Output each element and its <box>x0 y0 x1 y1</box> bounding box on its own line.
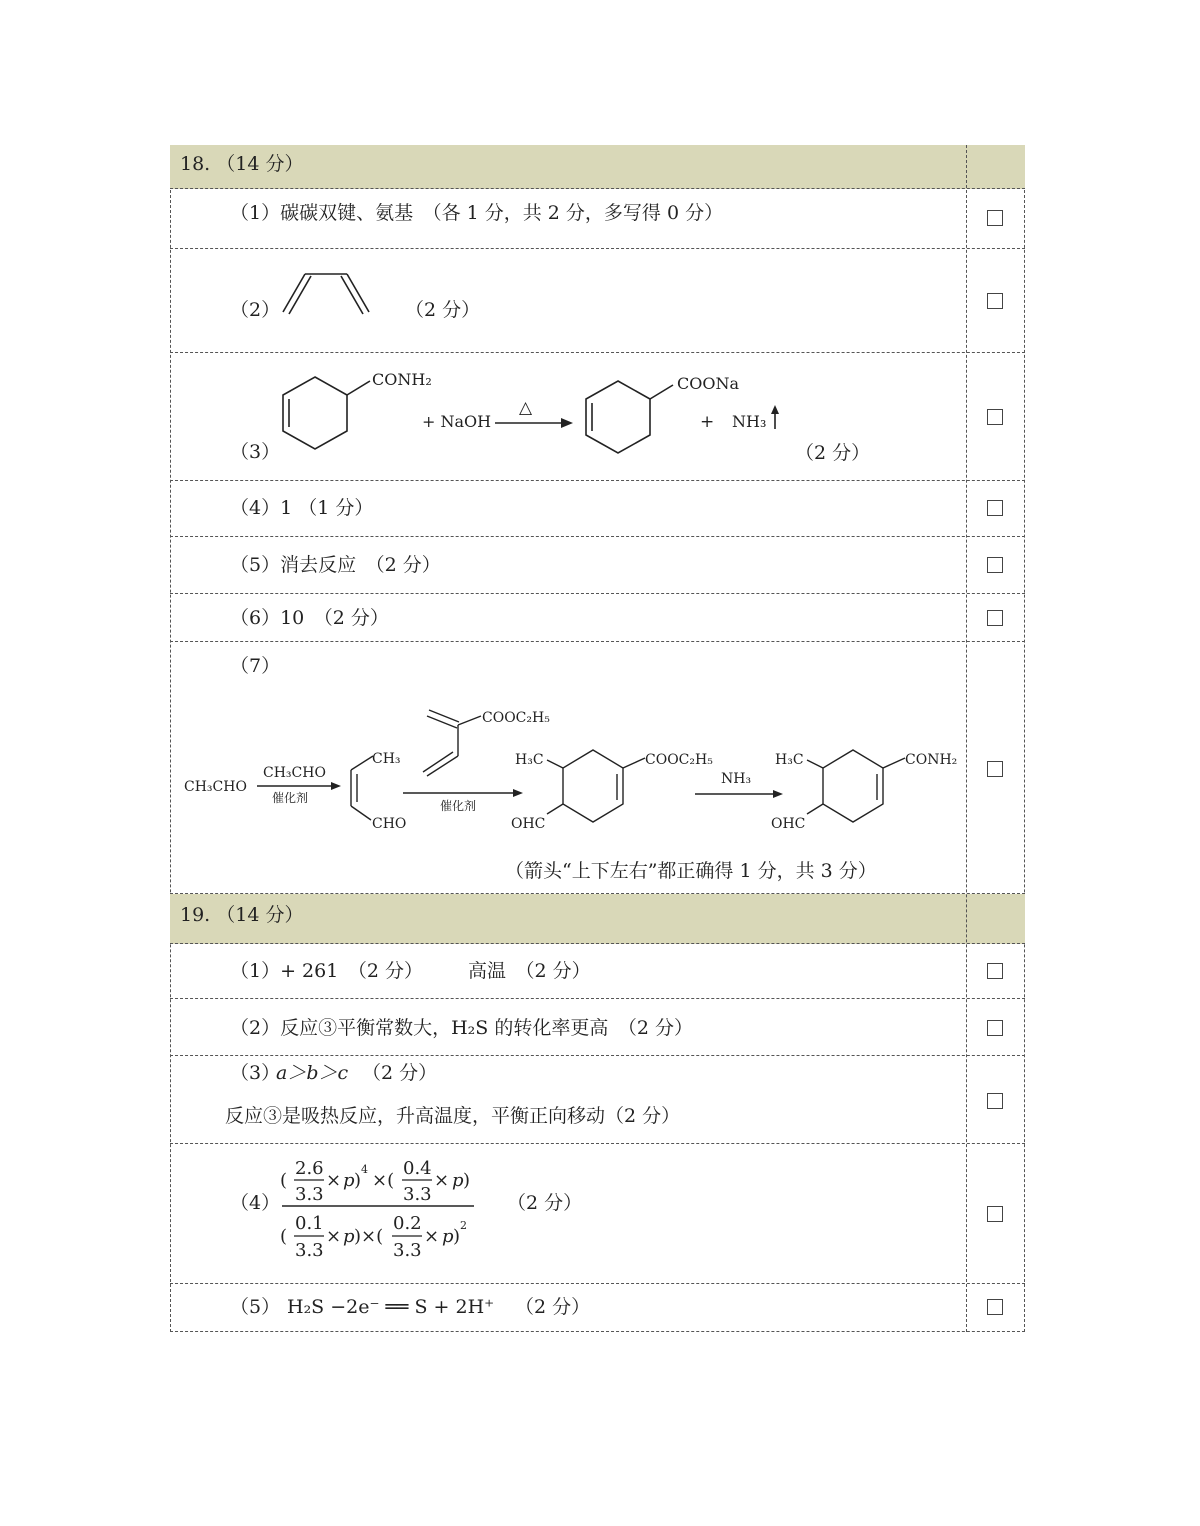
q19-item-3-label: （3） <box>230 1062 281 1084</box>
ammonia-product: NH₃ <box>732 412 767 431</box>
kp-times-3: × <box>434 1170 450 1191</box>
heat-symbol: △ <box>519 398 533 418</box>
q18-header: 18. （14 分） <box>180 153 304 175</box>
q18-item-5-checkbox[interactable] <box>987 557 1003 573</box>
q19-item-2: （2）反应③平衡常数大，H₂S 的转化率更高 （2 分） <box>230 1017 693 1039</box>
q19-item-5-checkbox[interactable] <box>987 1299 1003 1315</box>
q19-item-1a: （1）+ 261 （2 分） <box>230 960 423 982</box>
ammonia-reagent: NH₃ <box>721 771 752 787</box>
kp-paren-1: ( <box>280 1170 288 1191</box>
kp-den-4: 3.3 <box>393 1240 422 1261</box>
kp-p-3: p <box>343 1226 355 1247</box>
q18-item-6: （6）10 （2 分） <box>230 607 389 629</box>
q18-item-4: （4）1 （1 分） <box>230 497 374 519</box>
kp-paren-close-2: ) <box>463 1170 471 1191</box>
kp-num-3: 0.1 <box>295 1213 324 1234</box>
checkbox-column-divider <box>966 145 967 1332</box>
q18-item-1-checkbox[interactable] <box>987 210 1003 226</box>
kp-p-4: p <box>442 1226 454 1247</box>
q19-item-5-score: （2 分） <box>515 1296 591 1318</box>
q18-item-4-checkbox[interactable] <box>987 500 1003 516</box>
kp-paren-close-3: )×( <box>354 1226 384 1247</box>
q18-item-7-checkbox[interactable] <box>987 761 1003 777</box>
amide-group: CONH₂ <box>372 370 432 389</box>
kp-paren-3: ( <box>280 1226 288 1247</box>
carboxylate-group: COONa <box>677 374 740 393</box>
kp-p-1: p <box>343 1170 355 1191</box>
kp-num-4: 0.2 <box>393 1213 422 1234</box>
kp-paren-close-4: ) <box>453 1226 461 1247</box>
q19-item-4-score: （2 分） <box>507 1192 583 1214</box>
q18-item-2-label: （2） <box>230 299 281 321</box>
q18-item-3-score: （2 分） <box>795 442 871 464</box>
butadiene-structure <box>275 262 385 322</box>
kp-den-3: 3.3 <box>295 1240 324 1261</box>
q18-item-7-note: （箭头“上下左右”都正确得 1 分，共 3 分） <box>505 860 877 882</box>
q19-item-3-checkbox[interactable] <box>987 1093 1003 1109</box>
q19-item-2-checkbox[interactable] <box>987 1020 1003 1036</box>
product2-amide: CONH₂ <box>905 752 958 768</box>
naoh-reagent: + NaOH <box>422 412 492 431</box>
kp-exp-1: 4 <box>361 1163 368 1176</box>
product2-h3c: H₃C <box>775 752 804 768</box>
q19-item-3-reason: 反应③是吸热反应，升高温度，平衡正向移动（2 分） <box>225 1105 681 1127</box>
q19-item-3-relation: a＞b＞c <box>276 1062 349 1084</box>
reagent-acetaldehyde: CH₃CHO <box>263 765 326 781</box>
kp-times-1: × <box>326 1170 342 1191</box>
kp-num-1: 2.6 <box>295 1158 324 1179</box>
q18-item-5: （5）消去反应 （2 分） <box>230 554 441 576</box>
catalyst-label-2: 催化剂 <box>440 799 477 813</box>
crotonaldehyde-cho: CHO <box>372 816 407 832</box>
plus-sign: + <box>700 412 715 432</box>
kp-p-2: p <box>452 1170 464 1191</box>
kp-times-4: × <box>326 1226 342 1247</box>
q19-header: 19. （14 分） <box>180 904 304 926</box>
q18-item-7-label: （7） <box>230 655 281 677</box>
kp-num-2: 0.4 <box>403 1158 432 1179</box>
q19-item-4-checkbox[interactable] <box>987 1206 1003 1222</box>
q18-item-2-checkbox[interactable] <box>987 293 1003 309</box>
product1-ohc: OHC <box>511 816 546 832</box>
kp-den-1: 3.3 <box>295 1184 324 1205</box>
crotonaldehyde-ch3: CH₃ <box>372 751 401 767</box>
kp-times-2: ×( <box>372 1170 395 1191</box>
product2-ohc: OHC <box>771 816 806 832</box>
start-acetaldehyde: CH₃CHO <box>184 779 247 795</box>
product1-ester: COOC₂H₅ <box>645 752 713 768</box>
kp-den-2: 3.3 <box>403 1184 432 1205</box>
diene-ester-group: COOC₂H₅ <box>482 710 550 726</box>
catalyst-label-1: 催化剂 <box>272 791 309 805</box>
product1-h3c: H₃C <box>515 752 544 768</box>
q18-item-3-checkbox[interactable] <box>987 409 1003 425</box>
q19-item-1b: 高温 （2 分） <box>468 960 591 982</box>
q18-item-6-checkbox[interactable] <box>987 610 1003 626</box>
kp-times-5: × <box>424 1226 440 1247</box>
q18-item-2-score: （2 分） <box>405 299 481 321</box>
q19-item-4-label: （4） <box>230 1192 281 1214</box>
q19-item-5-label: （5） <box>230 1296 281 1318</box>
q18-item-1: （1）碳碳双键、氨基 （各 1 分，共 2 分，多写得 0 分） <box>230 202 724 224</box>
kp-paren-close-1: ) <box>354 1170 362 1191</box>
kp-exp-2: 2 <box>460 1219 467 1232</box>
q19-item-3-score: （2 分） <box>362 1062 438 1084</box>
q19-item-1-checkbox[interactable] <box>987 963 1003 979</box>
q18-item-3-label: （3） <box>230 441 281 463</box>
q19-item-5-equation: H₂S −2e⁻ ══ S + 2H⁺ <box>287 1296 495 1318</box>
